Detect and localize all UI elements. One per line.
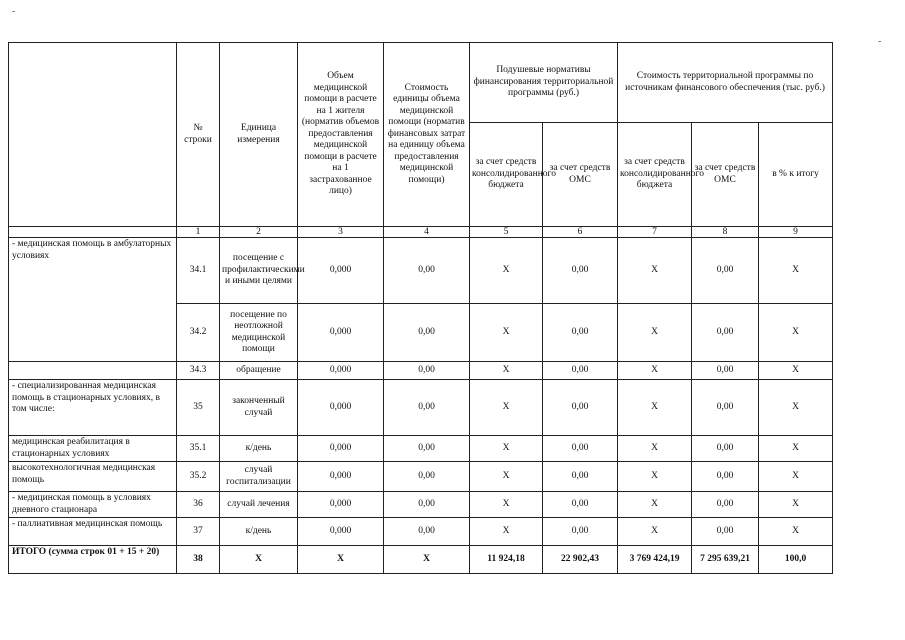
program-cost-table [8,42,833,574]
table-row [9,436,833,462]
cell-percap-budget: X [470,436,543,462]
cell-volume: 0,000 [298,518,384,546]
header-cost: Стоимость единицы объема медицинской помощи (норматив финансовых затрат на единицу объема предоставления медицинской помощи) [384,43,470,227]
cell-prog-budget: X [618,304,692,362]
cell-prog-oms: 7 295 639,21 [692,546,759,574]
header-sub-budget2: за счет средств консолидированного бюджета [618,123,692,227]
column-number: 3 [298,227,384,238]
cell-percap-budget: X [470,362,543,380]
row-unit: к/день [220,518,298,546]
header-program-cost: Стоимость территориальной программы по источникам финансового обеспечения (тыс. руб.) [618,43,833,123]
row-label [9,362,177,380]
cell-prog-oms: 0,00 [692,304,759,362]
row-number: 34.2 [177,304,220,362]
row-number: 36 [177,492,220,518]
column-number: 1 [177,227,220,238]
row-label: медицинская реабилитация в стационарных условиях [9,436,177,462]
cell-prog-budget: X [618,518,692,546]
table-row [9,238,833,304]
column-number: 5 [470,227,543,238]
cell-prog-oms: 0,00 [692,362,759,380]
cell-cost: 0,00 [384,462,470,492]
cell-volume: 0,000 [298,492,384,518]
cell-percap-oms: 0,00 [543,380,618,436]
row-label: - специализированная медицинская помощь в стационарных условиях, в том числе: [9,380,177,436]
cell-volume: 0,000 [298,362,384,380]
cell-percap-budget: X [470,462,543,492]
table-row [9,518,833,546]
table-row [9,492,833,518]
cell-prog-pct: X [759,436,833,462]
cell-prog-oms: 0,00 [692,238,759,304]
row-number: 35.1 [177,436,220,462]
header-sub-pct: в % к итогу [759,123,833,227]
column-number: 9 [759,227,833,238]
cell-percap-budget: 11 924,18 [470,546,543,574]
cell-volume: 0,000 [298,436,384,462]
header-rownum: № строки [177,43,220,227]
column-number-empty [9,227,177,238]
row-number: 35 [177,380,220,436]
row-label: - медицинская помощь в амбулаторных условиях [9,238,177,362]
column-number: 6 [543,227,618,238]
cell-prog-pct: X [759,304,833,362]
cell-cost: 0,00 [384,380,470,436]
row-unit: законченный случай [220,380,298,436]
cell-prog-pct: X [759,492,833,518]
cell-cost: 0,00 [384,362,470,380]
cell-percap-oms: 0,00 [543,304,618,362]
cell-volume: 0,000 [298,238,384,304]
cell-percap-budget: X [470,304,543,362]
cell-prog-budget: X [618,492,692,518]
cell-prog-oms: 0,00 [692,462,759,492]
row-unit: посещение с профилактическими и иными целями [220,238,298,304]
cell-prog-oms: 0,00 [692,380,759,436]
cell-percap-budget: X [470,380,543,436]
row-number: 38 [177,546,220,574]
cell-cost: X [384,546,470,574]
row-unit: к/день [220,436,298,462]
cell-volume: X [298,546,384,574]
row-label: - медицинская помощь в условиях дневного стационара [9,492,177,518]
cell-prog-pct: 100,0 [759,546,833,574]
row-unit: X [220,546,298,574]
column-number: 8 [692,227,759,238]
header-sub-oms2: за счет средств ОМС [692,123,759,227]
scan-mark: - [12,6,16,17]
row-number: 35.2 [177,462,220,492]
cell-prog-budget: X [618,362,692,380]
cell-percap-budget: X [470,492,543,518]
cell-volume: 0,000 [298,462,384,492]
row-unit: посещение по неотложной медицинской помощи [220,304,298,362]
cell-percap-oms: 0,00 [543,492,618,518]
row-number: 34.1 [177,238,220,304]
cell-cost: 0,00 [384,492,470,518]
cell-cost: 0,00 [384,238,470,304]
cell-prog-oms: 0,00 [692,436,759,462]
cell-prog-oms: 0,00 [692,492,759,518]
total-row [9,546,833,574]
cell-cost: 0,00 [384,518,470,546]
header-sub-oms: за счет средств ОМС [543,123,618,227]
cell-prog-budget: X [618,380,692,436]
row-number: 34.3 [177,362,220,380]
cell-percap-oms: 0,00 [543,436,618,462]
row-label: - паллиативная медицинская помощь [9,518,177,546]
row-label: высокотехнологичная медицинская помощь [9,462,177,492]
cell-volume: 0,000 [298,380,384,436]
cell-prog-budget: X [618,436,692,462]
cell-percap-oms: 22 902,43 [543,546,618,574]
cell-prog-pct: X [759,518,833,546]
cell-prog-budget: X [618,462,692,492]
table-row [9,462,833,492]
column-number: 7 [618,227,692,238]
table-row [9,362,833,380]
total-label: ИТОГО (сумма строк 01 + 15 + 20) [9,546,177,574]
row-unit: случай лечения [220,492,298,518]
header-sub-budget: за счет средств консолидированного бюджета [470,123,543,227]
cell-cost: 0,00 [384,304,470,362]
column-number: 2 [220,227,298,238]
cell-prog-pct: X [759,380,833,436]
row-unit: обращение [220,362,298,380]
cell-prog-pct: X [759,238,833,304]
cell-percap-oms: 0,00 [543,462,618,492]
column-number: 4 [384,227,470,238]
header-percapita: Подушевые нормативы финансирования территориальной программы (руб.) [470,43,618,123]
header-unit: Единица измерения [220,43,298,227]
scan-mark: - [878,36,882,47]
cell-percap-oms: 0,00 [543,518,618,546]
cell-prog-pct: X [759,362,833,380]
cell-prog-budget: 3 769 424,19 [618,546,692,574]
cell-percap-budget: X [470,238,543,304]
cell-prog-pct: X [759,462,833,492]
cell-prog-budget: X [618,238,692,304]
cell-percap-budget: X [470,518,543,546]
header-volume: Объем медицинской помощи в расчете на 1 жителя (норматив объемов предоставления медицинской помощи в расчете на 1 застрахованное лицо) [298,43,384,227]
cell-percap-oms: 0,00 [543,362,618,380]
cell-prog-oms: 0,00 [692,518,759,546]
row-unit: случай госпитализации [220,462,298,492]
cell-volume: 0,000 [298,304,384,362]
cell-cost: 0,00 [384,436,470,462]
row-number: 37 [177,518,220,546]
cell-percap-oms: 0,00 [543,238,618,304]
header-row-label [9,43,177,227]
table-row [9,380,833,436]
